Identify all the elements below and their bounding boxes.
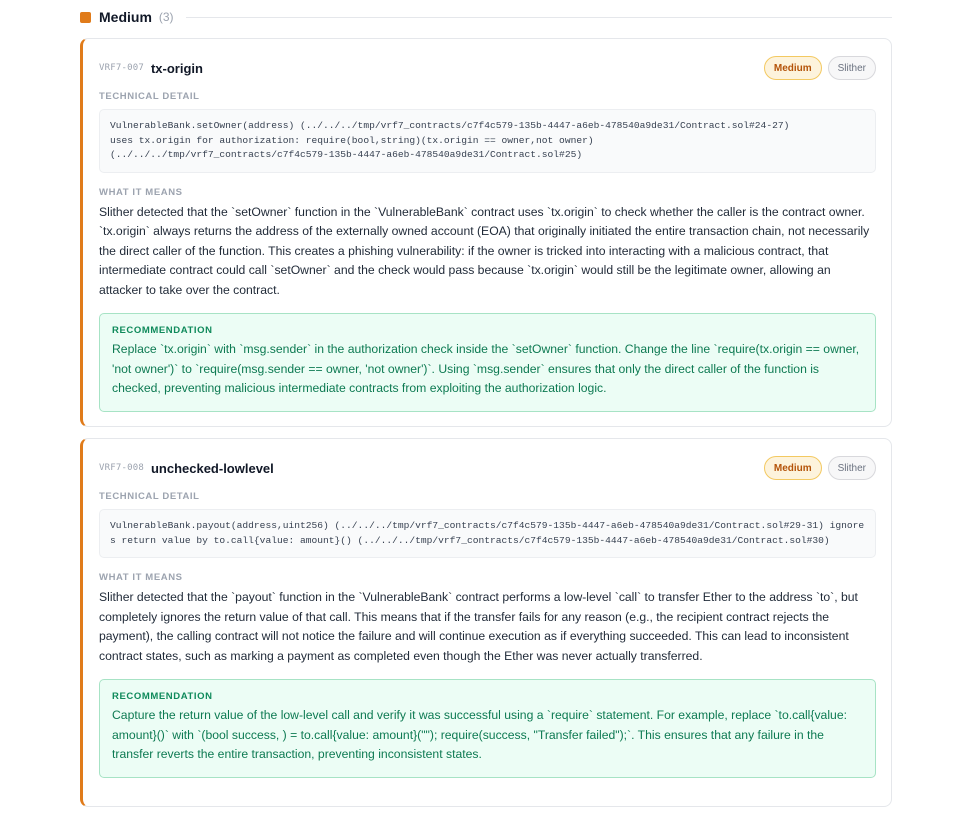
finding-badges (764, 456, 876, 480)
tool-badge: Slither (828, 56, 876, 80)
what-it-means-label: WHAT IT MEANS (99, 572, 183, 583)
finding-header (99, 456, 876, 480)
severity-section-count: (3) (158, 10, 174, 24)
severity-badge: Medium (764, 56, 822, 80)
technical-detail-code: VulnerableBank.payout(address,uint256) (../../../tmp/vrf7_contracts/c7f4c579-135b-4447-a6eb-478540a9de31/Contract.sol#29-31) ignores return value by to.call{value: amount}() (../../../tmp/vrf7_contracts/c7f4c579-135b-4447-a6eb-478540a9de31/Contract.sol#30) (99, 509, 876, 558)
what-it-means-label: WHAT IT MEANS (99, 186, 183, 198)
technical-detail-code: VulnerableBank.setOwner(address) (../../../tmp/vrf7_contracts/c7f4c579-135b-4447-a6eb-478540a9de31/Contract.sol#24-27) uses tx.origin for authorization: require(bool,string)(tx.origin == owner,not owner) (../../../tmp/vrf7_contracts/c7f4c579-135b-4447-a6eb-478540a9de31/Contract.sol#25) (99, 109, 876, 173)
finding-header (99, 56, 876, 80)
recommendation-label: RECOMMENDATION (112, 325, 213, 336)
what-it-means-text: Slither detected that the `setOwner` function in the `VulnerableBank` contract uses `tx.origin` to check whether the caller is the contract owner. `tx.origin` always returns the address of the externally owned account (EOA) that originally initiated the entire transaction chain, not necessarily the direct caller of the function. This creates a phishing vulnerability: if the owner is tricked into interacting with a malicious contract, that intermediate contract could call `setOwner` and the check would pass because `tx.origin` would still be the legitimate owner, allowing an attacker to take over the contract. (99, 204, 870, 297)
tool-badge: Slither (828, 456, 876, 480)
severity-color-marker (80, 12, 91, 23)
severity-section-header (80, 6, 892, 28)
finding-id: VRF7-008 (99, 463, 144, 473)
recommendation-label: RECOMMENDATION (112, 691, 213, 702)
finding-title: unchecked-lowlevel (150, 460, 274, 476)
technical-detail-label: TECHNICAL DETAIL (99, 91, 200, 102)
finding-id: VRF7-007 (99, 63, 144, 73)
recommendation-box (99, 313, 876, 412)
finding-card (80, 438, 892, 807)
technical-detail-label: TECHNICAL DETAIL (99, 491, 200, 502)
recommendation-text: Replace `tx.origin` with `msg.sender` in the authorization check inside the `setOwner` function. Change the line `require(tx.origin == owner, 'not owner')` to `require(msg.sender == owner, 'not owner')`. Using `msg.sender` ensures that only the direct caller of the function is checked, preventing malicious intermediate contracts from exploiting the authorization logic. (112, 342, 860, 395)
finding-title: tx-origin (150, 60, 203, 76)
recommendation-box (99, 679, 876, 778)
severity-section-title: Medium (99, 9, 152, 25)
finding-card (80, 38, 892, 427)
recommendation-text: Capture the return value of the low-level call and verify it was successful using a `require` statement. For example, replace `to.call{value: amount}()` with `(bool success, ) = to.call{value: amount}(""); require(success, "Transfer failed");`. This ensures that any failure in the transfer reverts the entire transaction, preventing inconsistent states. (112, 708, 847, 761)
what-it-means-text: Slither detected that the `payout` function in the `VulnerableBank` contract performs a low-level `call` to transfer Ether to the address `to`, but completely ignores the return value of that call. This means that if the transfer fails for any reason (e.g., the recipient contract rejects the payment), the calling contract will not notice the failure and will continue execution as if everything succeeded. This can lead to inconsistent contract states, such as marking a payment as completed even though the Ether was never actually transferred. (99, 590, 858, 663)
section-divider (186, 17, 892, 18)
finding-badges (764, 56, 876, 80)
severity-badge: Medium (764, 456, 822, 480)
